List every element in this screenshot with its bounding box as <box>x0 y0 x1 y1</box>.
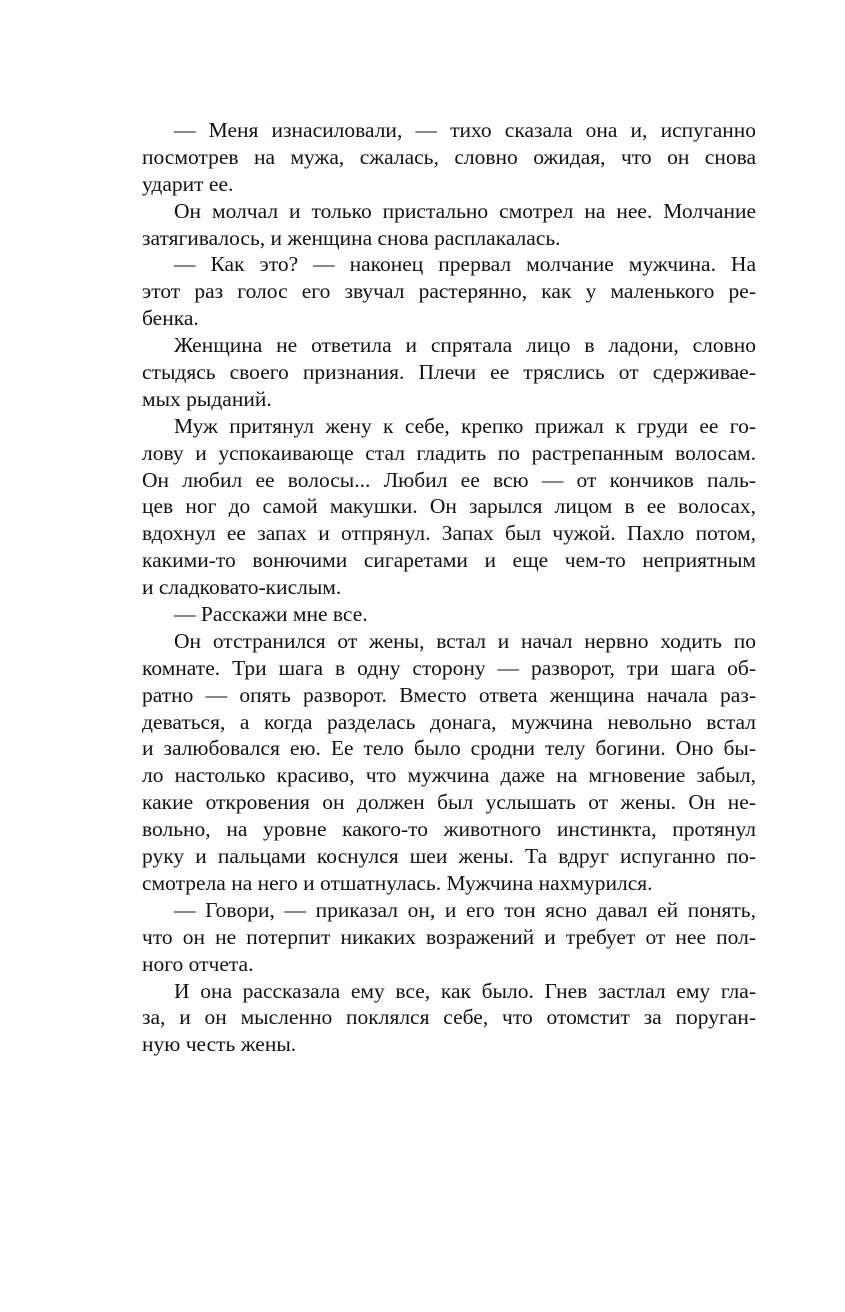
text-line: посмотрев на мужа, сжалась, словно ожидая, что он снова <box>142 144 756 169</box>
paragraph <box>142 117 756 198</box>
text-line: Он любил ее волосы... Любил ее всю — от кончиков паль- <box>142 467 756 492</box>
text-line: — Говори, — приказал он, и его тон ясно давал ей понять, <box>174 897 756 922</box>
paragraph <box>142 413 756 601</box>
paragraph <box>142 628 756 897</box>
paragraph <box>142 978 756 1059</box>
text-line: и залюбовался ею. Ее тело было сродни телу богини. Оно бы- <box>142 736 756 761</box>
text-line: какими-то вонючими сигаретами и еще чем-то неприятным <box>142 548 756 573</box>
text-line: лову и успокаивающе стал гладить по растрепанным волосам. <box>142 440 756 465</box>
text-line: Он отстранился от жены, встал и начал нервно ходить по <box>174 628 756 653</box>
text-line: — Расскажи мне все. <box>174 602 368 627</box>
text-line: этот раз голос его звучал растерянно, как у маленького ре- <box>142 279 756 304</box>
text-line: ную честь жены. <box>142 1032 297 1057</box>
text-line: ратно — опять разворот. Вместо ответа женщина начала раз- <box>142 682 756 707</box>
text-line: стыдясь своего признания. Плечи ее тряслись от сдерживае- <box>142 360 756 385</box>
text-line: вдохнул ее запах и отпрянул. Запах был чужой. Пахло потом, <box>142 521 756 546</box>
text-line: цев ног до самой макушки. Он зарылся лицом в ее волосах, <box>142 494 756 519</box>
paragraph <box>142 897 756 978</box>
paragraph <box>142 332 756 413</box>
book-page-text <box>142 117 756 1058</box>
text-line: ло настолько красиво, что мужчина даже на мгновение забыл, <box>142 763 756 788</box>
text-line: что он не потерпит никаких возражений и требует от нее пол- <box>142 924 756 949</box>
paragraph <box>142 251 756 332</box>
text-line: затягивалось, и женщина снова расплакалась. <box>142 225 561 250</box>
text-line: смотрела на него и отшатнулась. Мужчина нахмурился. <box>142 870 653 895</box>
text-line: Муж притянул жену к себе, крепко прижал к груди ее го- <box>174 413 756 438</box>
paragraph <box>142 601 756 628</box>
text-line: бенка. <box>142 306 199 331</box>
text-line: за, и он мысленно поклялся себе, что отомстит за поруган- <box>142 1005 756 1030</box>
text-line: Он молчал и только пристально смотрел на нее. Молчание <box>174 198 756 223</box>
text-line: комнате. Три шага в одну сторону — разворот, три шага об- <box>142 655 756 680</box>
text-line: вольно, на уровне какого-то животного инстинкта, протянул <box>142 817 756 842</box>
text-line: Женщина не ответила и спрятала лицо в ладони, словно <box>174 333 756 358</box>
paragraph <box>142 198 756 252</box>
text-line: и сладковато-кислым. <box>142 575 342 600</box>
text-line: какие откровения он должен был услышать от жены. Он не- <box>142 790 756 815</box>
text-line: И она рассказала ему все, как было. Гнев застлал ему гла- <box>174 978 756 1003</box>
text-line: — Как это? — наконец прервал молчание мужчина. На <box>174 252 756 277</box>
text-line: — Меня изнасиловали, — тихо сказала она и, испуганно <box>174 118 756 142</box>
text-line: ного отчета. <box>142 951 254 976</box>
text-line: ударит ее. <box>142 171 234 196</box>
text-line: деваться, а когда разделась донага, мужчина невольно встал <box>142 709 756 734</box>
text-line: мых рыданий. <box>142 386 272 411</box>
text-line: руку и пальцами коснулся шеи жены. Та вдруг испуганно по- <box>142 844 756 869</box>
